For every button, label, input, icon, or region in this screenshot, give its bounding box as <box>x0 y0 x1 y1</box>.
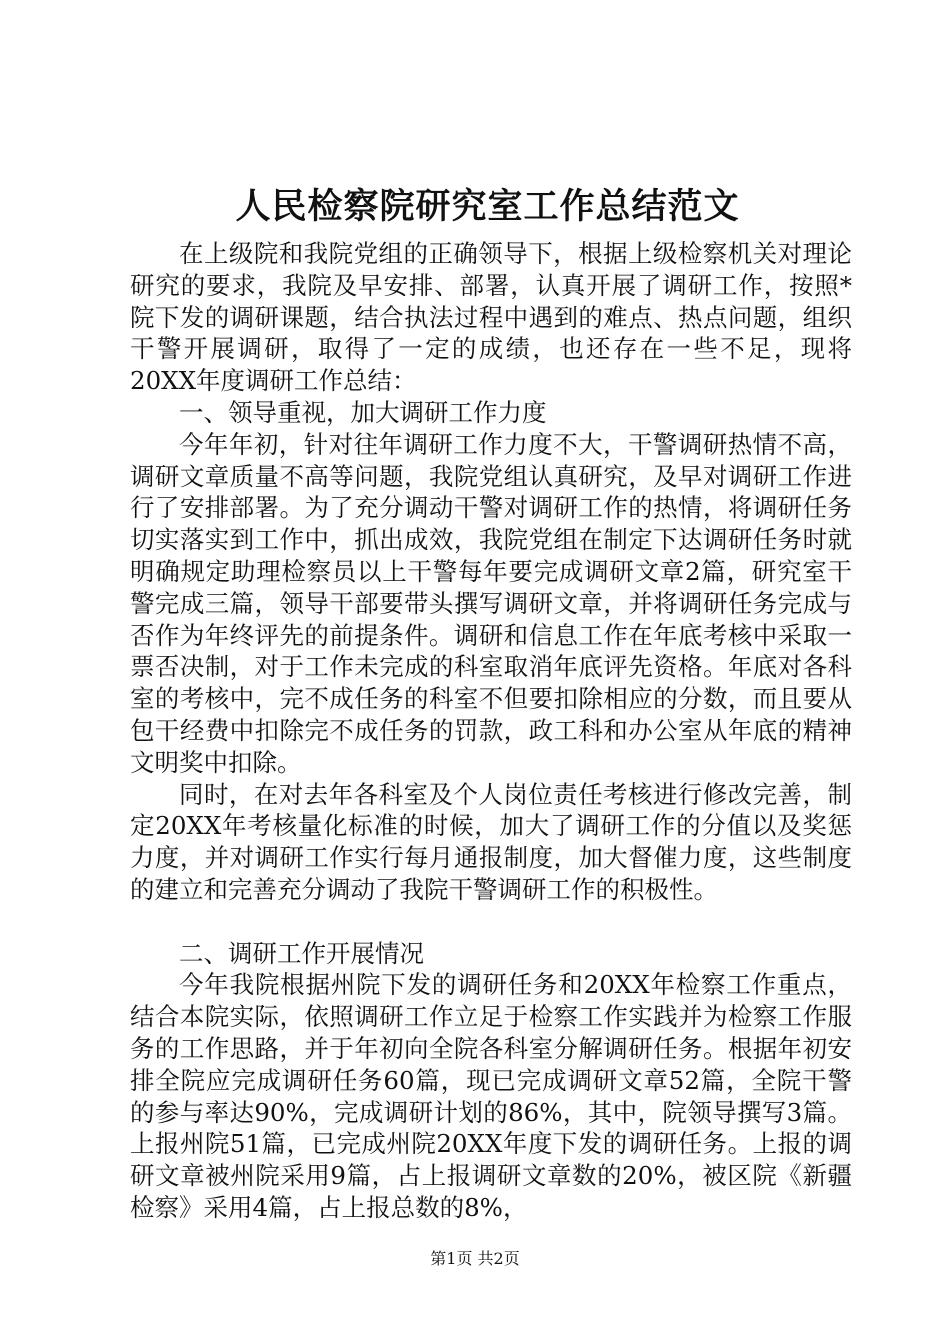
section-1-paragraph-2: 同时，在对去年各科室及个人岗位责任考核进行修改完善，制定20XX年考核量化标准的时候，加大了调研工作的分值以及奖惩力度，并对调研工作实行每月通报制度，加大督催力度，这些制度的建立和完善充分调动了我院干警调研工作的积极性。 <box>130 779 852 904</box>
section-2-paragraph-1: 今年我院根据州院下发的调研任务和20XX年检察工作重点，结合本院实际，依照调研工作立足于检察工作实践并为检察工作服务的工作思路，并于年初向全院各科室分解调研任务。根据年初安排全院应完成调研任务60篇，现已完成调研文章52篇，全院干警的参与率达90%，完成调研计划的86%，其中，院领导撰写3篇。上报州院51篇，已完成州院20XX年度下发的调研任务。上报的调研文章被州院采用9篇，占上报调研文章数的20%，被区院《新疆检察》采用4篇，占上报总数的8%， <box>130 970 852 1222</box>
document-body <box>130 238 852 1224</box>
section-heading-2: 二、调研工作开展情况 <box>179 938 424 968</box>
document-title: 人民检察院研究室工作总结范文 <box>235 186 740 227</box>
section-1-paragraph-1: 今年年初，针对往年调研工作力度不大，干警调研热情不高，调研文章质量不高等问题，我院党组认真研究，及早对调研工作进行了安排部署。为了充分调动干警对调研工作的热情，将调研任务切实落实到工作中，抓出成效，我院党组在制定下达调研任务时就明确规定助理检察员以上干警每年要完成调研文章2篇，研究室干警完成三篇，领导干部要带头撰写调研文章，并将调研任务完成与否作为年终评先的前提条件。调研和信息工作在年底考核中采取一票否决制，对于工作未完成的科室取消年底评先资格。年底对各科室的考核中，完不成任务的科室不但要扣除相应的分数，而且要从包干经费中扣除完不成任务的罚款，政工科和办公室从年底的精神文明奖中扣除。 <box>130 429 852 777</box>
page-footer: 第1页 共2页 <box>430 1249 520 1268</box>
paragraph-spacer <box>130 906 852 938</box>
intro-paragraph: 在上级院和我院党组的正确领导下，根据上级检察机关对理论研究的要求，我院及早安排、部署，认真开展了调研工作，按照*院下发的调研课题，结合执法过程中遇到的难点、热点问题，组织干警开展调研，取得了一定的成绩，也还存在一些不足，现将20XX年度调研工作总结： <box>130 239 852 396</box>
section-heading-1: 一、领导重视，加大调研工作力度 <box>179 397 547 427</box>
